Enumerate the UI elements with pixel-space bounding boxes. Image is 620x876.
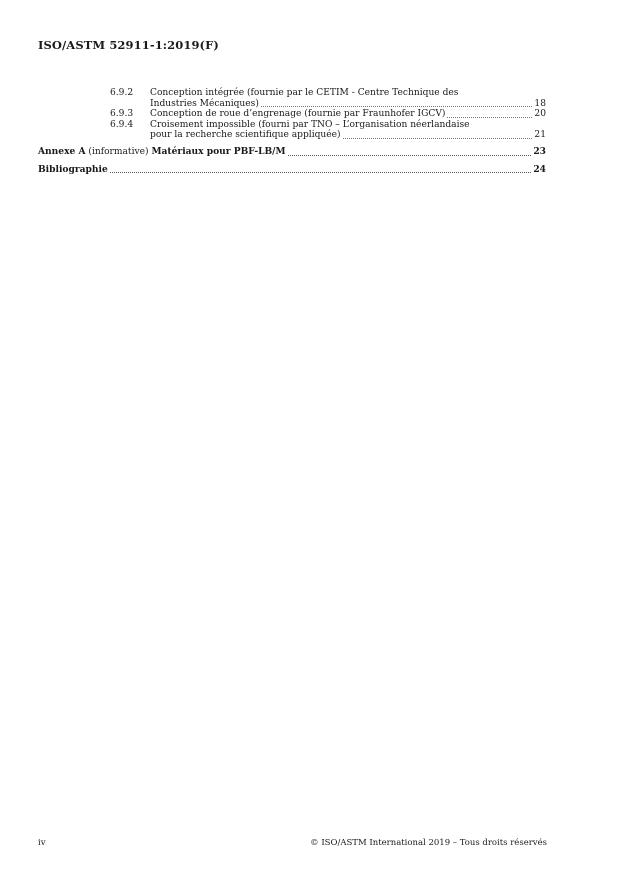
toc-entry-page: 24 [533, 163, 546, 175]
annex-title: Matériaux pour PBF-LB/M [151, 145, 286, 157]
toc-entry-6-9-3[interactable] [38, 109, 546, 120]
document-id-header: ISO/ASTM 52911-1:2019(F) [38, 38, 219, 52]
toc-entry-title-line2: Industries Mécaniques) [150, 98, 259, 109]
toc-entry-annex-a[interactable] [38, 147, 546, 158]
dot-leader [110, 172, 532, 173]
dot-leader [288, 155, 532, 156]
toc-entry-page: 20 [534, 109, 546, 120]
footer-page-number: iv [38, 838, 46, 848]
dot-leader [447, 117, 532, 118]
toc-entry-page: 23 [533, 145, 546, 157]
dot-leader [261, 106, 533, 107]
toc-entry-title-line1: Croisement impossible (fourni par TNO – L’organisation néerlandaise [150, 119, 470, 130]
toc-entry-title-line2: pour la recherche scientifique appliquée) [150, 130, 341, 141]
footer-copyright: © ISO/ASTM International 2019 – Tous droits réservés [310, 838, 547, 848]
bibliography-title: Bibliographie [38, 163, 108, 175]
toc-entry-number: 6.9.4 [110, 119, 134, 130]
annex-label: Annexe A [38, 145, 86, 157]
toc-entry-bibliography[interactable] [38, 165, 546, 176]
toc-entry-6-9-4[interactable] [38, 120, 546, 141]
toc-entry-number: 6.9.2 [110, 88, 134, 98]
toc-entry-title-line1: Conception de roue d’engrenage (fournie par Fraunhofer IGCV) [150, 109, 446, 120]
table-of-contents [38, 88, 546, 175]
dot-leader [343, 138, 533, 139]
annex-title-group [38, 147, 286, 158]
toc-entry-number: 6.9.3 [110, 109, 134, 120]
toc-entry-page: 21 [534, 130, 546, 141]
toc-entry-title-line1: Conception intégrée (fournie par le CETIM - Centre Technique des [150, 88, 459, 98]
toc-entry-6-9-2[interactable] [38, 88, 546, 109]
annex-qualifier: (informative) [85, 146, 152, 157]
toc-entry-page: 18 [534, 98, 546, 109]
